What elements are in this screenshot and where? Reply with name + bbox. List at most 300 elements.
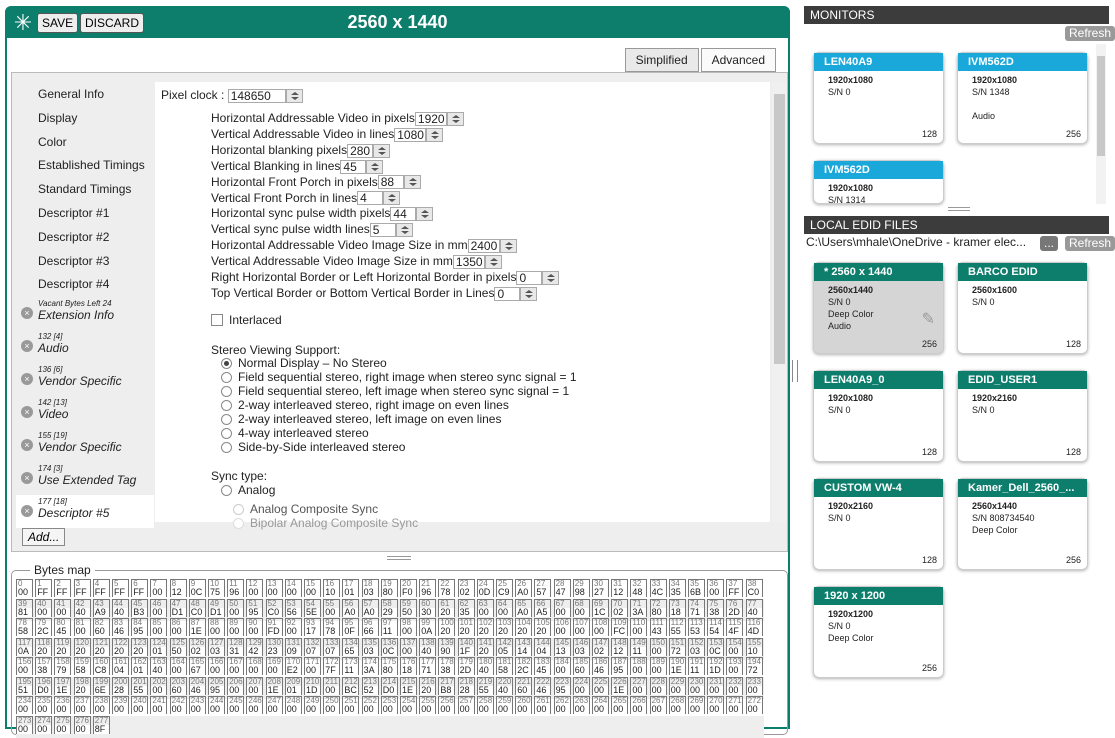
field-stepper[interactable] — [416, 207, 433, 221]
byte-cell[interactable] — [150, 579, 167, 597]
byte-cell[interactable] — [208, 618, 225, 636]
byte-cell[interactable] — [746, 696, 763, 714]
form-scrollbar-thumb[interactable] — [774, 94, 785, 364]
edid-card[interactable] — [957, 262, 1088, 354]
byte-cell[interactable] — [630, 579, 647, 597]
byte-cell[interactable] — [458, 638, 475, 656]
byte-cell[interactable] — [170, 599, 187, 617]
byte-cell[interactable] — [93, 677, 110, 695]
field-input[interactable]: 44 — [390, 207, 416, 221]
byte-cell[interactable] — [688, 599, 705, 617]
remove-icon[interactable]: × — [21, 472, 33, 484]
byte-cell[interactable] — [342, 696, 359, 714]
byte-cell[interactable] — [726, 638, 743, 656]
field-input[interactable]: 5 — [370, 223, 396, 237]
byte-cell[interactable] — [150, 657, 167, 675]
byte-cell[interactable] — [554, 618, 571, 636]
byte-cell[interactable] — [592, 657, 609, 675]
byte-cell[interactable] — [362, 618, 379, 636]
edid-card[interactable] — [813, 160, 944, 204]
byte-cell[interactable] — [592, 638, 609, 656]
byte-cell[interactable] — [592, 599, 609, 617]
byte-cell[interactable] — [131, 677, 148, 695]
byte-cell[interactable] — [688, 696, 705, 714]
pixel-clock-input[interactable]: 148650 — [228, 89, 286, 103]
byte-cell[interactable] — [208, 696, 225, 714]
byte-cell[interactable] — [54, 599, 71, 617]
byte-cell[interactable] — [35, 696, 52, 714]
byte-cell[interactable] — [189, 599, 206, 617]
byte-cell[interactable] — [227, 677, 244, 695]
byte-cell[interactable] — [170, 696, 187, 714]
save-button[interactable]: SAVE — [37, 13, 78, 33]
nav-extension-item[interactable] — [16, 297, 154, 330]
byte-cell[interactable] — [112, 696, 129, 714]
byte-cell[interactable] — [93, 638, 110, 656]
byte-cell[interactable] — [131, 696, 148, 714]
byte-cell[interactable] — [477, 638, 494, 656]
byte-cell[interactable] — [726, 599, 743, 617]
field-stepper[interactable] — [373, 144, 390, 158]
byte-cell[interactable] — [611, 677, 628, 695]
nav-item[interactable]: Descriptor #2 — [38, 229, 110, 244]
byte-cell[interactable] — [35, 618, 52, 636]
byte-cell[interactable] — [131, 618, 148, 636]
byte-cell[interactable] — [35, 599, 52, 617]
monitors-scrollbar-thumb[interactable] — [1097, 56, 1105, 156]
byte-cell[interactable] — [611, 638, 628, 656]
byte-cell[interactable] — [93, 657, 110, 675]
field-input[interactable]: 45 — [340, 160, 366, 174]
nav-extension-item[interactable] — [16, 363, 154, 396]
byte-cell[interactable] — [16, 599, 33, 617]
byte-cell[interactable] — [515, 618, 532, 636]
nav-item[interactable]: General Info — [38, 87, 105, 101]
stereo-option[interactable] — [221, 412, 501, 427]
byte-cell[interactable] — [266, 657, 283, 675]
byte-cell[interactable] — [54, 579, 71, 597]
field-stepper[interactable] — [447, 112, 464, 126]
byte-cell[interactable] — [650, 696, 667, 714]
byte-cell[interactable] — [438, 579, 455, 597]
byte-cell[interactable] — [458, 696, 475, 714]
byte-cell[interactable] — [573, 696, 590, 714]
byte-cell[interactable] — [381, 657, 398, 675]
local-refresh-button[interactable]: Refresh — [1065, 236, 1115, 251]
byte-cell[interactable] — [266, 599, 283, 617]
nav-extension-item[interactable] — [16, 330, 154, 363]
byte-cell[interactable] — [746, 579, 763, 597]
nav-item[interactable]: Color — [38, 134, 67, 149]
byte-cell[interactable] — [16, 579, 33, 597]
byte-cell[interactable] — [592, 677, 609, 695]
byte-cell[interactable] — [515, 657, 532, 675]
byte-cell[interactable] — [496, 657, 513, 675]
byte-cell[interactable] — [74, 579, 91, 597]
byte-cell[interactable] — [630, 677, 647, 695]
byte-cell[interactable] — [362, 599, 379, 617]
byte-cell[interactable] — [650, 599, 667, 617]
edid-card[interactable] — [957, 52, 1088, 144]
byte-cell[interactable] — [93, 599, 110, 617]
byte-cell[interactable] — [534, 599, 551, 617]
byte-cell[interactable] — [362, 638, 379, 656]
byte-cell[interactable] — [74, 638, 91, 656]
byte-cell[interactable] — [477, 657, 494, 675]
byte-cell[interactable] — [74, 618, 91, 636]
monitors-resize-handle[interactable] — [948, 207, 970, 211]
field-stepper[interactable] — [485, 255, 502, 269]
byte-cell[interactable] — [342, 677, 359, 695]
edid-card[interactable] — [957, 478, 1088, 570]
byte-cell[interactable] — [381, 638, 398, 656]
byte-cell[interactable] — [74, 599, 91, 617]
byte-cell[interactable] — [400, 677, 417, 695]
byte-cell[interactable] — [131, 599, 148, 617]
byte-cell[interactable] — [592, 618, 609, 636]
browse-button[interactable]: ... — [1040, 236, 1058, 251]
byte-cell[interactable] — [400, 657, 417, 675]
remove-icon[interactable]: × — [21, 340, 33, 352]
stereo-option[interactable] — [221, 426, 369, 441]
byte-cell[interactable] — [323, 618, 340, 636]
nav-extension-item[interactable] — [16, 396, 154, 429]
byte-cell[interactable] — [534, 618, 551, 636]
discard-button[interactable]: DISCARD — [80, 13, 144, 33]
byte-cell[interactable] — [208, 638, 225, 656]
field-stepper[interactable] — [542, 271, 559, 285]
byte-cell[interactable] — [74, 657, 91, 675]
tab-advanced[interactable]: Advanced — [701, 48, 776, 72]
byte-cell[interactable] — [246, 657, 263, 675]
byte-cell[interactable] — [592, 696, 609, 714]
byte-cell[interactable] — [304, 599, 321, 617]
byte-cell[interactable] — [246, 599, 263, 617]
byte-cell[interactable] — [170, 579, 187, 597]
tab-simplified[interactable]: Simplified — [625, 48, 699, 72]
byte-cell[interactable] — [285, 657, 302, 675]
byte-cell[interactable] — [112, 579, 129, 597]
byte-cell[interactable] — [746, 599, 763, 617]
byte-cell[interactable] — [496, 579, 513, 597]
byte-cell[interactable] — [381, 579, 398, 597]
interlaced-checkbox[interactable] — [211, 314, 223, 326]
stereo-radio[interactable] — [221, 442, 232, 453]
byte-cell[interactable] — [35, 638, 52, 656]
byte-cell[interactable] — [381, 696, 398, 714]
field-input[interactable]: 280 — [347, 144, 373, 158]
sync-acs-radio[interactable] — [233, 504, 244, 515]
byte-cell[interactable] — [477, 579, 494, 597]
byte-cell[interactable] — [362, 677, 379, 695]
byte-cell[interactable] — [323, 599, 340, 617]
byte-cell[interactable] — [304, 618, 321, 636]
byte-cell[interactable] — [35, 579, 52, 597]
nav-item[interactable]: Standard Timings — [38, 182, 132, 197]
byte-cell[interactable] — [458, 599, 475, 617]
stereo-radio[interactable] — [221, 386, 232, 397]
byte-cell[interactable] — [342, 657, 359, 675]
byte-cell[interactable] — [515, 579, 532, 597]
byte-cell[interactable] — [688, 579, 705, 597]
byte-cell[interactable] — [266, 677, 283, 695]
byte-cell[interactable] — [189, 618, 206, 636]
byte-cell[interactable] — [150, 696, 167, 714]
byte-cell[interactable] — [515, 599, 532, 617]
byte-cell[interactable] — [189, 677, 206, 695]
sync-analog-radio[interactable] — [221, 485, 232, 496]
byte-cell[interactable] — [323, 579, 340, 597]
byte-cell[interactable] — [688, 618, 705, 636]
byte-cell[interactable] — [74, 696, 91, 714]
byte-cell[interactable] — [227, 599, 244, 617]
byte-cell[interactable] — [323, 657, 340, 675]
edid-card[interactable] — [813, 478, 944, 570]
byte-cell[interactable] — [54, 677, 71, 695]
byte-cell[interactable] — [554, 599, 571, 617]
stereo-radio[interactable] — [221, 428, 232, 439]
field-input[interactable]: 88 — [378, 175, 404, 189]
byte-cell[interactable] — [726, 696, 743, 714]
byte-cell[interactable] — [438, 638, 455, 656]
nav-extension-item[interactable] — [16, 429, 154, 462]
byte-cell[interactable] — [170, 638, 187, 656]
byte-cell[interactable] — [611, 599, 628, 617]
byte-cell[interactable] — [131, 638, 148, 656]
byte-cell[interactable] — [227, 696, 244, 714]
byte-cell[interactable] — [438, 696, 455, 714]
byte-cell[interactable] — [227, 618, 244, 636]
byte-cell[interactable] — [534, 579, 551, 597]
byte-cell[interactable] — [630, 618, 647, 636]
byte-cell[interactable] — [458, 657, 475, 675]
byte-cell[interactable] — [285, 638, 302, 656]
byte-cell[interactable] — [496, 696, 513, 714]
field-input[interactable]: 0 — [494, 287, 520, 301]
byte-cell[interactable] — [189, 638, 206, 656]
byte-cell[interactable] — [93, 618, 110, 636]
byte-cell[interactable] — [554, 579, 571, 597]
byte-cell[interactable] — [573, 677, 590, 695]
byte-cell[interactable] — [304, 638, 321, 656]
byte-cell[interactable] — [669, 638, 686, 656]
byte-cell[interactable] — [266, 696, 283, 714]
byte-cell[interactable] — [611, 657, 628, 675]
field-input[interactable]: 1920 — [415, 112, 447, 126]
byte-cell[interactable] — [112, 618, 129, 636]
byte-cell[interactable] — [400, 696, 417, 714]
byte-cell[interactable] — [131, 657, 148, 675]
byte-cell[interactable] — [54, 657, 71, 675]
byte-cell[interactable] — [189, 657, 206, 675]
byte-cell[interactable] — [285, 599, 302, 617]
byte-cell[interactable] — [16, 657, 33, 675]
byte-cell[interactable] — [650, 579, 667, 597]
byte-cell[interactable] — [515, 638, 532, 656]
byte-cell[interactable] — [534, 657, 551, 675]
byte-cell[interactable] — [477, 696, 494, 714]
byte-cell[interactable] — [707, 638, 724, 656]
nav-item[interactable]: Established Timings — [38, 158, 145, 173]
byte-cell[interactable] — [707, 599, 724, 617]
byte-cell[interactable] — [477, 677, 494, 695]
byte-cell[interactable] — [496, 599, 513, 617]
nav-item[interactable]: Descriptor #1 — [38, 205, 110, 220]
byte-cell[interactable] — [746, 657, 763, 675]
byte-cell[interactable] — [170, 657, 187, 675]
byte-cell[interactable] — [688, 677, 705, 695]
byte-cell[interactable] — [669, 599, 686, 617]
remove-icon[interactable]: × — [21, 439, 33, 451]
byte-cell[interactable] — [170, 677, 187, 695]
field-stepper[interactable] — [520, 287, 537, 301]
byte-cell[interactable] — [746, 677, 763, 695]
remove-icon[interactable]: × — [21, 505, 33, 517]
sync-bacs-radio[interactable] — [233, 518, 244, 529]
byte-cell[interactable] — [458, 618, 475, 636]
stereo-radio[interactable] — [221, 400, 232, 411]
nav-item[interactable]: Descriptor #4 — [38, 277, 110, 292]
edid-card[interactable] — [813, 370, 944, 462]
byte-cell[interactable] — [323, 638, 340, 656]
byte-cell[interactable] — [93, 579, 110, 597]
monitors-scrollbar[interactable] — [1096, 44, 1106, 204]
byte-cell[interactable] — [342, 579, 359, 597]
byte-cell[interactable] — [16, 618, 33, 636]
byte-cell[interactable] — [534, 677, 551, 695]
field-stepper[interactable] — [404, 175, 421, 189]
byte-cell[interactable] — [304, 696, 321, 714]
byte-cell[interactable] — [112, 657, 129, 675]
byte-cell[interactable] — [150, 618, 167, 636]
byte-cell[interactable] — [208, 579, 225, 597]
byte-cell[interactable] — [112, 599, 129, 617]
byte-cell[interactable] — [131, 579, 148, 597]
byte-cell[interactable] — [208, 599, 225, 617]
byte-cell[interactable] — [746, 618, 763, 636]
byte-cell[interactable] — [54, 696, 71, 714]
byte-cell[interactable] — [74, 677, 91, 695]
byte-cell[interactable] — [381, 618, 398, 636]
byte-cell[interactable] — [342, 638, 359, 656]
nav-extension-item[interactable] — [16, 495, 154, 528]
panel-splitter-handle[interactable] — [387, 556, 411, 560]
pixel-clock-stepper[interactable] — [286, 89, 303, 103]
byte-cell[interactable] — [150, 677, 167, 695]
remove-icon[interactable]: × — [21, 373, 33, 385]
byte-cell[interactable] — [304, 677, 321, 695]
remove-icon[interactable]: × — [21, 307, 33, 319]
byte-cell[interactable] — [16, 696, 33, 714]
byte-cell[interactable] — [112, 638, 129, 656]
byte-cell[interactable] — [285, 618, 302, 636]
byte-cell[interactable] — [266, 638, 283, 656]
byte-cell[interactable] — [227, 657, 244, 675]
byte-cell[interactable] — [419, 696, 436, 714]
byte-cell[interactable] — [592, 579, 609, 597]
field-stepper[interactable] — [426, 128, 443, 142]
byte-cell[interactable] — [458, 579, 475, 597]
byte-cell[interactable] — [381, 599, 398, 617]
byte-cell[interactable] — [246, 618, 263, 636]
byte-cell[interactable] — [208, 657, 225, 675]
byte-cell[interactable] — [285, 696, 302, 714]
stereo-option[interactable] — [221, 384, 569, 399]
field-input[interactable]: 1080 — [394, 128, 426, 142]
byte-cell[interactable] — [400, 638, 417, 656]
byte-cell[interactable] — [458, 677, 475, 695]
byte-cell[interactable] — [650, 657, 667, 675]
byte-cell[interactable] — [707, 579, 724, 597]
byte-cell[interactable] — [342, 599, 359, 617]
byte-cell[interactable] — [266, 618, 283, 636]
byte-cell[interactable] — [477, 599, 494, 617]
byte-cell[interactable] — [573, 638, 590, 656]
byte-cell[interactable] — [650, 677, 667, 695]
byte-cell[interactable] — [515, 696, 532, 714]
byte-cell[interactable] — [170, 618, 187, 636]
byte-cell[interactable] — [16, 716, 33, 734]
edit-pencil-icon[interactable]: ✎ — [921, 311, 935, 328]
byte-cell[interactable] — [93, 716, 110, 734]
byte-cell[interactable] — [246, 696, 263, 714]
byte-cell[interactable] — [438, 677, 455, 695]
field-stepper[interactable] — [383, 191, 400, 205]
byte-cell[interactable] — [35, 657, 52, 675]
byte-cell[interactable] — [16, 677, 33, 695]
byte-cell[interactable] — [16, 638, 33, 656]
byte-cell[interactable] — [688, 638, 705, 656]
monitors-refresh-button[interactable]: Refresh — [1065, 26, 1115, 41]
byte-cell[interactable] — [630, 696, 647, 714]
byte-cell[interactable] — [707, 696, 724, 714]
nav-item[interactable]: Descriptor #3 — [38, 253, 110, 268]
field-stepper[interactable] — [500, 239, 517, 253]
edid-card[interactable] — [813, 262, 944, 354]
byte-cell[interactable] — [419, 657, 436, 675]
byte-cell[interactable] — [707, 618, 724, 636]
byte-cell[interactable] — [400, 618, 417, 636]
stereo-option[interactable] — [221, 356, 387, 371]
field-input[interactable]: 4 — [357, 191, 383, 205]
byte-cell[interactable] — [669, 677, 686, 695]
byte-cell[interactable] — [630, 638, 647, 656]
stereo-option[interactable] — [221, 370, 577, 385]
byte-cell[interactable] — [726, 677, 743, 695]
byte-cell[interactable] — [611, 618, 628, 636]
byte-cell[interactable] — [726, 657, 743, 675]
byte-cell[interactable] — [669, 579, 686, 597]
edid-card[interactable] — [813, 586, 944, 678]
byte-cell[interactable] — [650, 638, 667, 656]
byte-cell[interactable] — [573, 618, 590, 636]
byte-cell[interactable] — [227, 579, 244, 597]
byte-cell[interactable] — [246, 638, 263, 656]
byte-cell[interactable] — [362, 657, 379, 675]
byte-cell[interactable] — [534, 696, 551, 714]
byte-cell[interactable] — [35, 716, 52, 734]
byte-cell[interactable] — [746, 638, 763, 656]
add-extension-button[interactable]: Add... — [22, 528, 65, 546]
byte-cell[interactable] — [74, 716, 91, 734]
byte-cell[interactable] — [554, 657, 571, 675]
byte-cell[interactable] — [630, 657, 647, 675]
byte-cell[interactable] — [304, 657, 321, 675]
byte-cell[interactable] — [342, 618, 359, 636]
byte-cell[interactable] — [35, 677, 52, 695]
byte-cell[interactable] — [419, 638, 436, 656]
stereo-radio[interactable] — [221, 358, 232, 369]
